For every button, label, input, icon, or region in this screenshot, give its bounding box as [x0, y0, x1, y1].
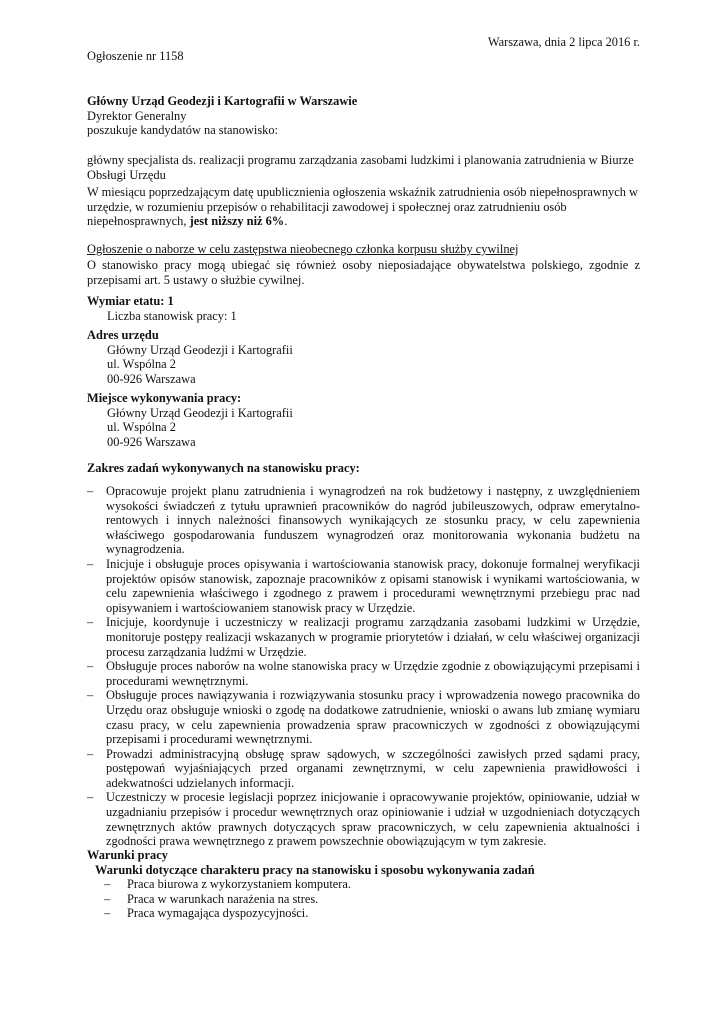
employment-block: [87, 294, 640, 323]
document-date: Warszawa, dnia 2 lipca 2016 r.: [487, 35, 640, 49]
conditions-heading: Warunki pracy: [87, 848, 168, 862]
office-block: [87, 94, 640, 138]
work-place-line3: 00-926 Warszawa: [107, 434, 196, 449]
position-title: główny specjalista ds. realizacji programu zarządzania zasobami ludzkimi i planowania zatrudnienia w Biurze Obsługi Urzędu: [87, 153, 634, 182]
duty-item: – Inicjuje i obsługuje proces opisywania i wartościowania stanowisk pracy, dokonuje formalnej weryfikacji projektów opisów stanowisk, zapoznaje pracowników z opisami stanowisk i wynikami wartościowania, w celu zapewnienia właściwego i zgodnego z prawem i procedurami wewnętrznymi przebiegu prac nad opisywaniem i wartościowaniem stanowisk pracy w Urzędzie.: [87, 557, 640, 615]
conditions-subheading: Warunki dotyczące charakteru pracy na stanowisku i sposobu wykonywania zadań: [95, 862, 535, 877]
office-address-line2: ul. Wspólna 2: [107, 357, 176, 372]
office-name: Główny Urząd Geodezji i Kartografii w Warszawie: [87, 94, 358, 108]
duties-list: [87, 484, 640, 849]
disability-notice: [87, 185, 640, 229]
positions-count: Liczba stanowisk pracy: 1: [107, 308, 237, 323]
office-address: [87, 328, 640, 386]
work-place-line2: ul. Wspólna 2: [107, 420, 176, 435]
condition-item: – Praca w warunkach narażenia na stres.: [87, 892, 640, 907]
office-seeking: poszukuje kandydatów na stanowisko:: [87, 123, 278, 138]
duties-heading: Zakres zadań wykonywanych na stanowisku pracy:: [87, 461, 360, 475]
duty-item: – Obsługuje proces naborów na wolne stanowiska pracy w Urzędzie zgodnie z obowiązującymi przepisami i procedurami wewnętrznymi.: [87, 659, 640, 688]
disability-end: .: [284, 214, 288, 229]
duty-item: – Uczestniczy w procesie legislacji poprzez inicjowanie i opracowywanie projektów, opiniowanie, udział w uzgadnianiu przepisów i procedur wewnętrznych oraz opiniowanie i udział w uzgodnieniach dotyczących zewnętrznych aktów prawnych dotyczących spraw pracowniczych, w celu zapewnienia aktualności i zgodności prawa wewnętrznego z prawem powszechnie obowiązującym w tym zakresie.: [87, 790, 640, 848]
duty-item: – Inicjuje, koordynuje i uczestniczy w realizacji programu zarządzania zasobami ludzkimi w Urzędzie, monitoruje postępy realizacji wskazanych w programie priorytetów i działań, w celu właściwej organizacji procesu zarządzania ludźmi w Urzędzie.: [87, 615, 640, 659]
duty-item: – Prowadzi administracyjną obsługę spraw sądowych, w szczególności zawisłych przed sądami pracy, postępowań wyjaśniających przed organami zewnętrznymi, w celu zapewnienia prawidłowości i adekwatności udzielanych informacji.: [87, 747, 640, 791]
disability-rate: jest niższy niż 6%: [189, 214, 285, 229]
work-place-label: Miejsce wykonywania pracy:: [87, 391, 242, 405]
disability-text: W miesiącu poprzedzającym datę upublicznienia ogłoszenia wskaźnik zatrudnienia osób niepełnosprawnych w urzędzie, w rozumieniu przepisów o rehabilitacji zawodowej i społecznej oraz zatrudnieniu osób niepełnosprawnych,: [87, 185, 638, 229]
employment-label: Wymiar etatu: 1: [87, 294, 174, 308]
work-place-line1: Główny Urząd Geodezji i Kartografii: [107, 405, 293, 420]
duty-item: – Opracowuje projekt planu zatrudnienia i wynagrodzeń na rok budżetowy i następny, z uwzględnieniem wysokości świadczeń z tytułu uprawnień pracowników do nagród jubileuszowych, odpraw emerytalno-rentowych i innych należności finansowych wynikających ze stosunku pracy, w celu zapewnienia właściwego gospodarowania funduszem wynagrodzeń oraz monitorowania wykonania budżetu na wynagrodzenia.: [87, 484, 640, 557]
conditions-block: [87, 848, 640, 921]
duty-item: – Obsługuje proces nawiązywania i rozwiązywania stosunku pracy i wprowadzenia nowego pracownika do Urzędu oraz obsługuje wnioski o zgodę na dodatkowe zatrudnienie, wnioski o awans lub zmianę wymiaru czasu pracy, w celu zapewnienia prowadzenia spraw pracowniczych w zgodności z obowiązującymi przepisami i procedurami wewnętrznymi.: [87, 688, 640, 746]
work-place: [87, 391, 640, 449]
conditions-list: [87, 877, 640, 921]
condition-item: – Praca wymagająca dyspozycyjności.: [87, 906, 640, 921]
office-director: Dyrektor Generalny: [87, 108, 187, 123]
condition-item: – Praca biurowa z wykorzystaniem komputera.: [87, 877, 640, 892]
announcement-number: Ogłoszenie nr 1158: [87, 49, 184, 63]
substitute-notice: Ogłoszenie o naborze w celu zastępstwa nieobecnego członka korpusu służby cywilnej: [87, 242, 519, 256]
office-address-line1: Główny Urząd Geodezji i Kartografii: [107, 342, 293, 357]
office-address-label: Adres urzędu: [87, 328, 159, 342]
citizenship-note: O stanowisko pracy mogą ubiegać się również osoby nieposiadające obywatelstwa polskiego, zgodnie z przepisami art. 5 ustawy o służbie cywilnej.: [87, 258, 640, 287]
office-address-line3: 00-926 Warszawa: [107, 371, 196, 386]
duties-list-wrap: [87, 484, 640, 849]
